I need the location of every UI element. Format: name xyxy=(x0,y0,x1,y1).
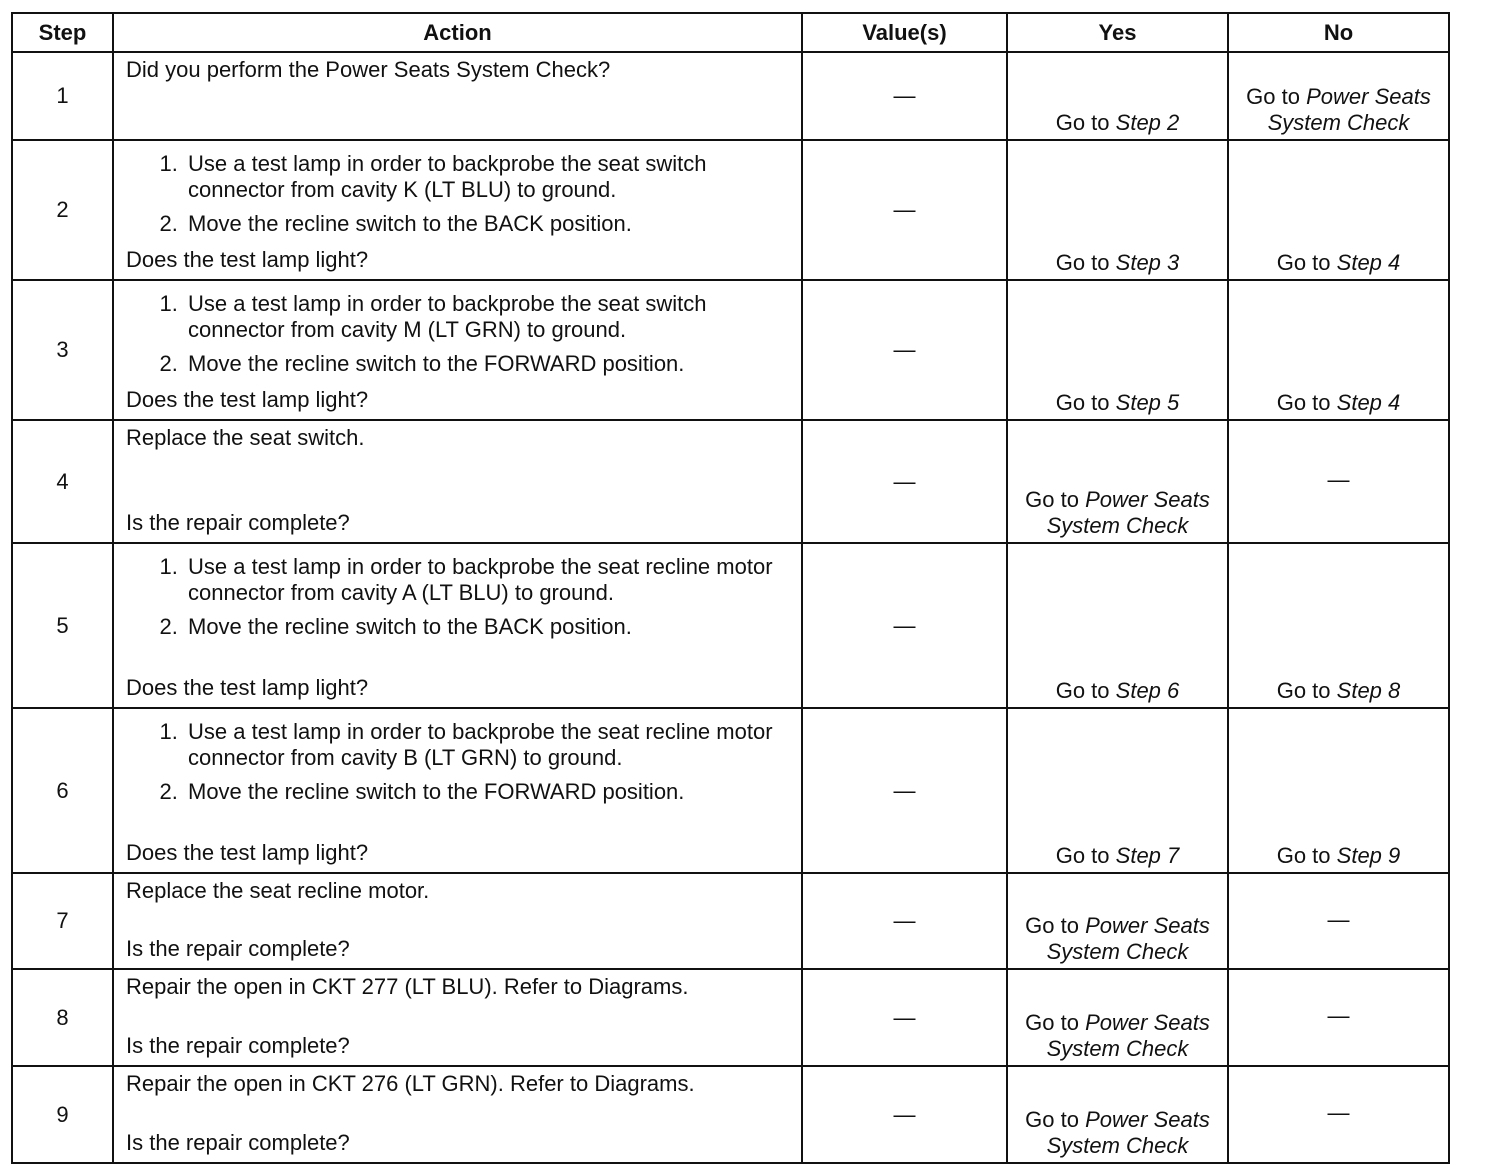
table-row xyxy=(12,969,1449,1066)
action-body xyxy=(126,57,791,83)
no-result xyxy=(1228,873,1449,969)
goto-target: Step 5 xyxy=(1115,390,1180,415)
value-cell: — xyxy=(802,140,1007,280)
table-row xyxy=(12,543,1449,708)
no-action-dash: — xyxy=(1327,1100,1350,1125)
action-content xyxy=(126,145,791,273)
goto-prefix: Go to xyxy=(1276,678,1331,703)
step-number: 5 xyxy=(12,543,113,708)
goto-prefix: Go to xyxy=(1025,1107,1079,1132)
goto-prefix: Go to xyxy=(1055,678,1110,703)
goto-target: Power Seats System Check xyxy=(1267,84,1431,135)
action-substeps xyxy=(126,291,791,377)
goto-prefix: Go to xyxy=(1055,250,1110,275)
value-cell: — xyxy=(802,543,1007,708)
action-substep: 2. Move the recline switch to the BACK position. xyxy=(184,614,791,640)
value-cell: — xyxy=(802,1066,1007,1163)
goto-reference xyxy=(1025,913,1210,964)
goto-target: Power Seats System Check xyxy=(1046,913,1210,964)
header-action: Action xyxy=(113,13,802,52)
action-cell xyxy=(113,873,802,969)
action-substep: 1. Use a test lamp in order to backprobe the seat recline motor connector from cavity A (LT BLU) to ground. xyxy=(184,554,791,606)
action-substep: 2. Move the recline switch to the FORWARD position. xyxy=(184,779,791,805)
value-cell: — xyxy=(802,969,1007,1066)
goto-prefix: Go to xyxy=(1276,390,1331,415)
action-substep: 1. Use a test lamp in order to backprobe the seat switch connector from cavity K (LT BLU) to ground. xyxy=(184,151,791,203)
action-content xyxy=(126,57,791,133)
goto-target: Step 3 xyxy=(1115,250,1180,275)
action-cell xyxy=(113,708,802,873)
no-result xyxy=(1228,708,1449,873)
step-number: 9 xyxy=(12,1066,113,1163)
action-cell xyxy=(113,969,802,1066)
action-instruction: Replace the seat switch. xyxy=(126,425,365,450)
step-number: 4 xyxy=(12,420,113,543)
action-cell xyxy=(113,280,802,420)
yes-result xyxy=(1007,52,1228,140)
table-row xyxy=(12,140,1449,280)
goto-reference xyxy=(1277,390,1401,415)
goto-reference xyxy=(1056,843,1180,868)
goto-prefix: Go to xyxy=(1055,110,1110,135)
goto-target: Step 4 xyxy=(1336,390,1401,415)
action-question: Is the repair complete? xyxy=(126,1130,350,1155)
action-substep: 1. Use a test lamp in order to backprobe the seat recline motor connector from cavity B (LT GRN) to ground. xyxy=(184,719,791,771)
goto-reference xyxy=(1056,390,1180,415)
goto-target: Power Seats System Check xyxy=(1046,1010,1210,1061)
action-substeps xyxy=(126,554,791,640)
no-action-dash: — xyxy=(1327,906,1350,932)
action-question: Does the test lamp light? xyxy=(126,840,369,865)
goto-reference xyxy=(1277,843,1401,868)
value-cell: — xyxy=(802,873,1007,969)
action-body xyxy=(126,425,791,451)
action-content xyxy=(126,974,791,1059)
goto-prefix: Go to xyxy=(1276,250,1331,275)
action-substeps xyxy=(126,719,791,805)
action-content xyxy=(126,425,791,536)
goto-reference xyxy=(1246,84,1431,135)
table-row xyxy=(12,873,1449,969)
action-question: Is the repair complete? xyxy=(126,1033,350,1058)
action-cell xyxy=(113,52,802,140)
action-body xyxy=(126,1071,791,1097)
goto-target: Step 9 xyxy=(1336,843,1401,868)
action-substeps xyxy=(126,151,791,237)
action-body xyxy=(126,548,791,648)
action-content xyxy=(126,713,791,866)
action-instruction: Repair the open in CKT 276 (LT GRN). Refer to Diagrams. xyxy=(126,1071,695,1096)
action-question: Does the test lamp light? xyxy=(126,247,369,272)
goto-target: Power Seats System Check xyxy=(1046,1107,1210,1158)
header-yes: Yes xyxy=(1007,13,1228,52)
goto-target: Step 7 xyxy=(1115,843,1180,868)
action-body xyxy=(126,974,791,1000)
goto-target: Power Seats System Check xyxy=(1046,487,1210,538)
goto-prefix: Go to xyxy=(1025,487,1079,512)
goto-target: Step 8 xyxy=(1336,678,1401,703)
table-row xyxy=(12,280,1449,420)
table-row xyxy=(12,420,1449,543)
goto-target: Step 6 xyxy=(1115,678,1180,703)
action-question: Does the test lamp light? xyxy=(126,675,369,700)
action-cell xyxy=(113,543,802,708)
goto-prefix: Go to xyxy=(1025,913,1079,938)
no-result xyxy=(1228,1066,1449,1163)
no-action-dash: — xyxy=(1327,467,1350,492)
action-substep: 1. Use a test lamp in order to backprobe the seat switch connector from cavity M (LT GRN) to ground. xyxy=(184,291,791,343)
goto-prefix: Go to xyxy=(1025,1010,1079,1035)
goto-target: Step 4 xyxy=(1336,250,1401,275)
value-cell: — xyxy=(802,420,1007,543)
step-number: 1 xyxy=(12,52,113,140)
goto-reference xyxy=(1025,1010,1210,1061)
action-content xyxy=(126,1071,791,1156)
action-instruction: Replace the seat recline motor. xyxy=(126,878,430,903)
no-result xyxy=(1228,543,1449,708)
action-cell xyxy=(113,140,802,280)
yes-result xyxy=(1007,140,1228,280)
action-cell xyxy=(113,1066,802,1163)
no-result xyxy=(1228,140,1449,280)
step-number: 3 xyxy=(12,280,113,420)
action-body xyxy=(126,145,791,245)
header-step: Step xyxy=(12,13,113,52)
table-row xyxy=(12,52,1449,140)
action-question: Is the repair complete? xyxy=(126,936,350,961)
goto-reference xyxy=(1277,678,1401,703)
goto-reference xyxy=(1056,110,1180,135)
yes-result xyxy=(1007,280,1228,420)
diagnostic-table xyxy=(11,12,1450,1164)
action-content xyxy=(126,285,791,413)
action-instruction: Did you perform the Power Seats System Check? xyxy=(126,57,611,82)
yes-result xyxy=(1007,873,1228,969)
goto-reference xyxy=(1277,250,1401,275)
step-number: 2 xyxy=(12,140,113,280)
step-number: 8 xyxy=(12,969,113,1066)
header-values: Value(s) xyxy=(802,13,1007,52)
header-row xyxy=(12,13,1449,52)
no-result xyxy=(1228,52,1449,140)
step-number: 6 xyxy=(12,708,113,873)
yes-result xyxy=(1007,1066,1228,1163)
action-content xyxy=(126,548,791,701)
action-body xyxy=(126,713,791,813)
yes-result xyxy=(1007,969,1228,1066)
step-number: 7 xyxy=(12,873,113,969)
goto-prefix: Go to xyxy=(1246,84,1300,109)
no-action-dash: — xyxy=(1327,1003,1350,1028)
action-body xyxy=(126,878,791,904)
yes-result xyxy=(1007,708,1228,873)
table-row xyxy=(12,1066,1449,1163)
action-substep: 2. Move the recline switch to the FORWARD position. xyxy=(184,351,791,377)
action-cell xyxy=(113,420,802,543)
value-cell: — xyxy=(802,280,1007,420)
goto-reference xyxy=(1025,1107,1210,1158)
goto-reference xyxy=(1056,250,1180,275)
goto-reference xyxy=(1025,487,1210,538)
goto-reference xyxy=(1056,678,1180,703)
value-cell: — xyxy=(802,52,1007,140)
no-result xyxy=(1228,280,1449,420)
action-body xyxy=(126,285,791,385)
action-question: Does the test lamp light? xyxy=(126,387,369,412)
action-question: Is the repair complete? xyxy=(126,510,350,535)
action-instruction: Repair the open in CKT 277 (LT BLU). Refer to Diagrams. xyxy=(126,974,689,999)
goto-prefix: Go to xyxy=(1055,843,1110,868)
goto-prefix: Go to xyxy=(1276,843,1331,868)
action-content xyxy=(126,878,791,962)
yes-result xyxy=(1007,420,1228,543)
table-row xyxy=(12,708,1449,873)
action-substep: 2. Move the recline switch to the BACK position. xyxy=(184,211,791,237)
goto-target: Step 2 xyxy=(1115,110,1180,135)
no-result xyxy=(1228,969,1449,1066)
yes-result xyxy=(1007,543,1228,708)
goto-prefix: Go to xyxy=(1055,390,1110,415)
value-cell: — xyxy=(802,708,1007,873)
header-no: No xyxy=(1228,13,1449,52)
no-result xyxy=(1228,420,1449,543)
